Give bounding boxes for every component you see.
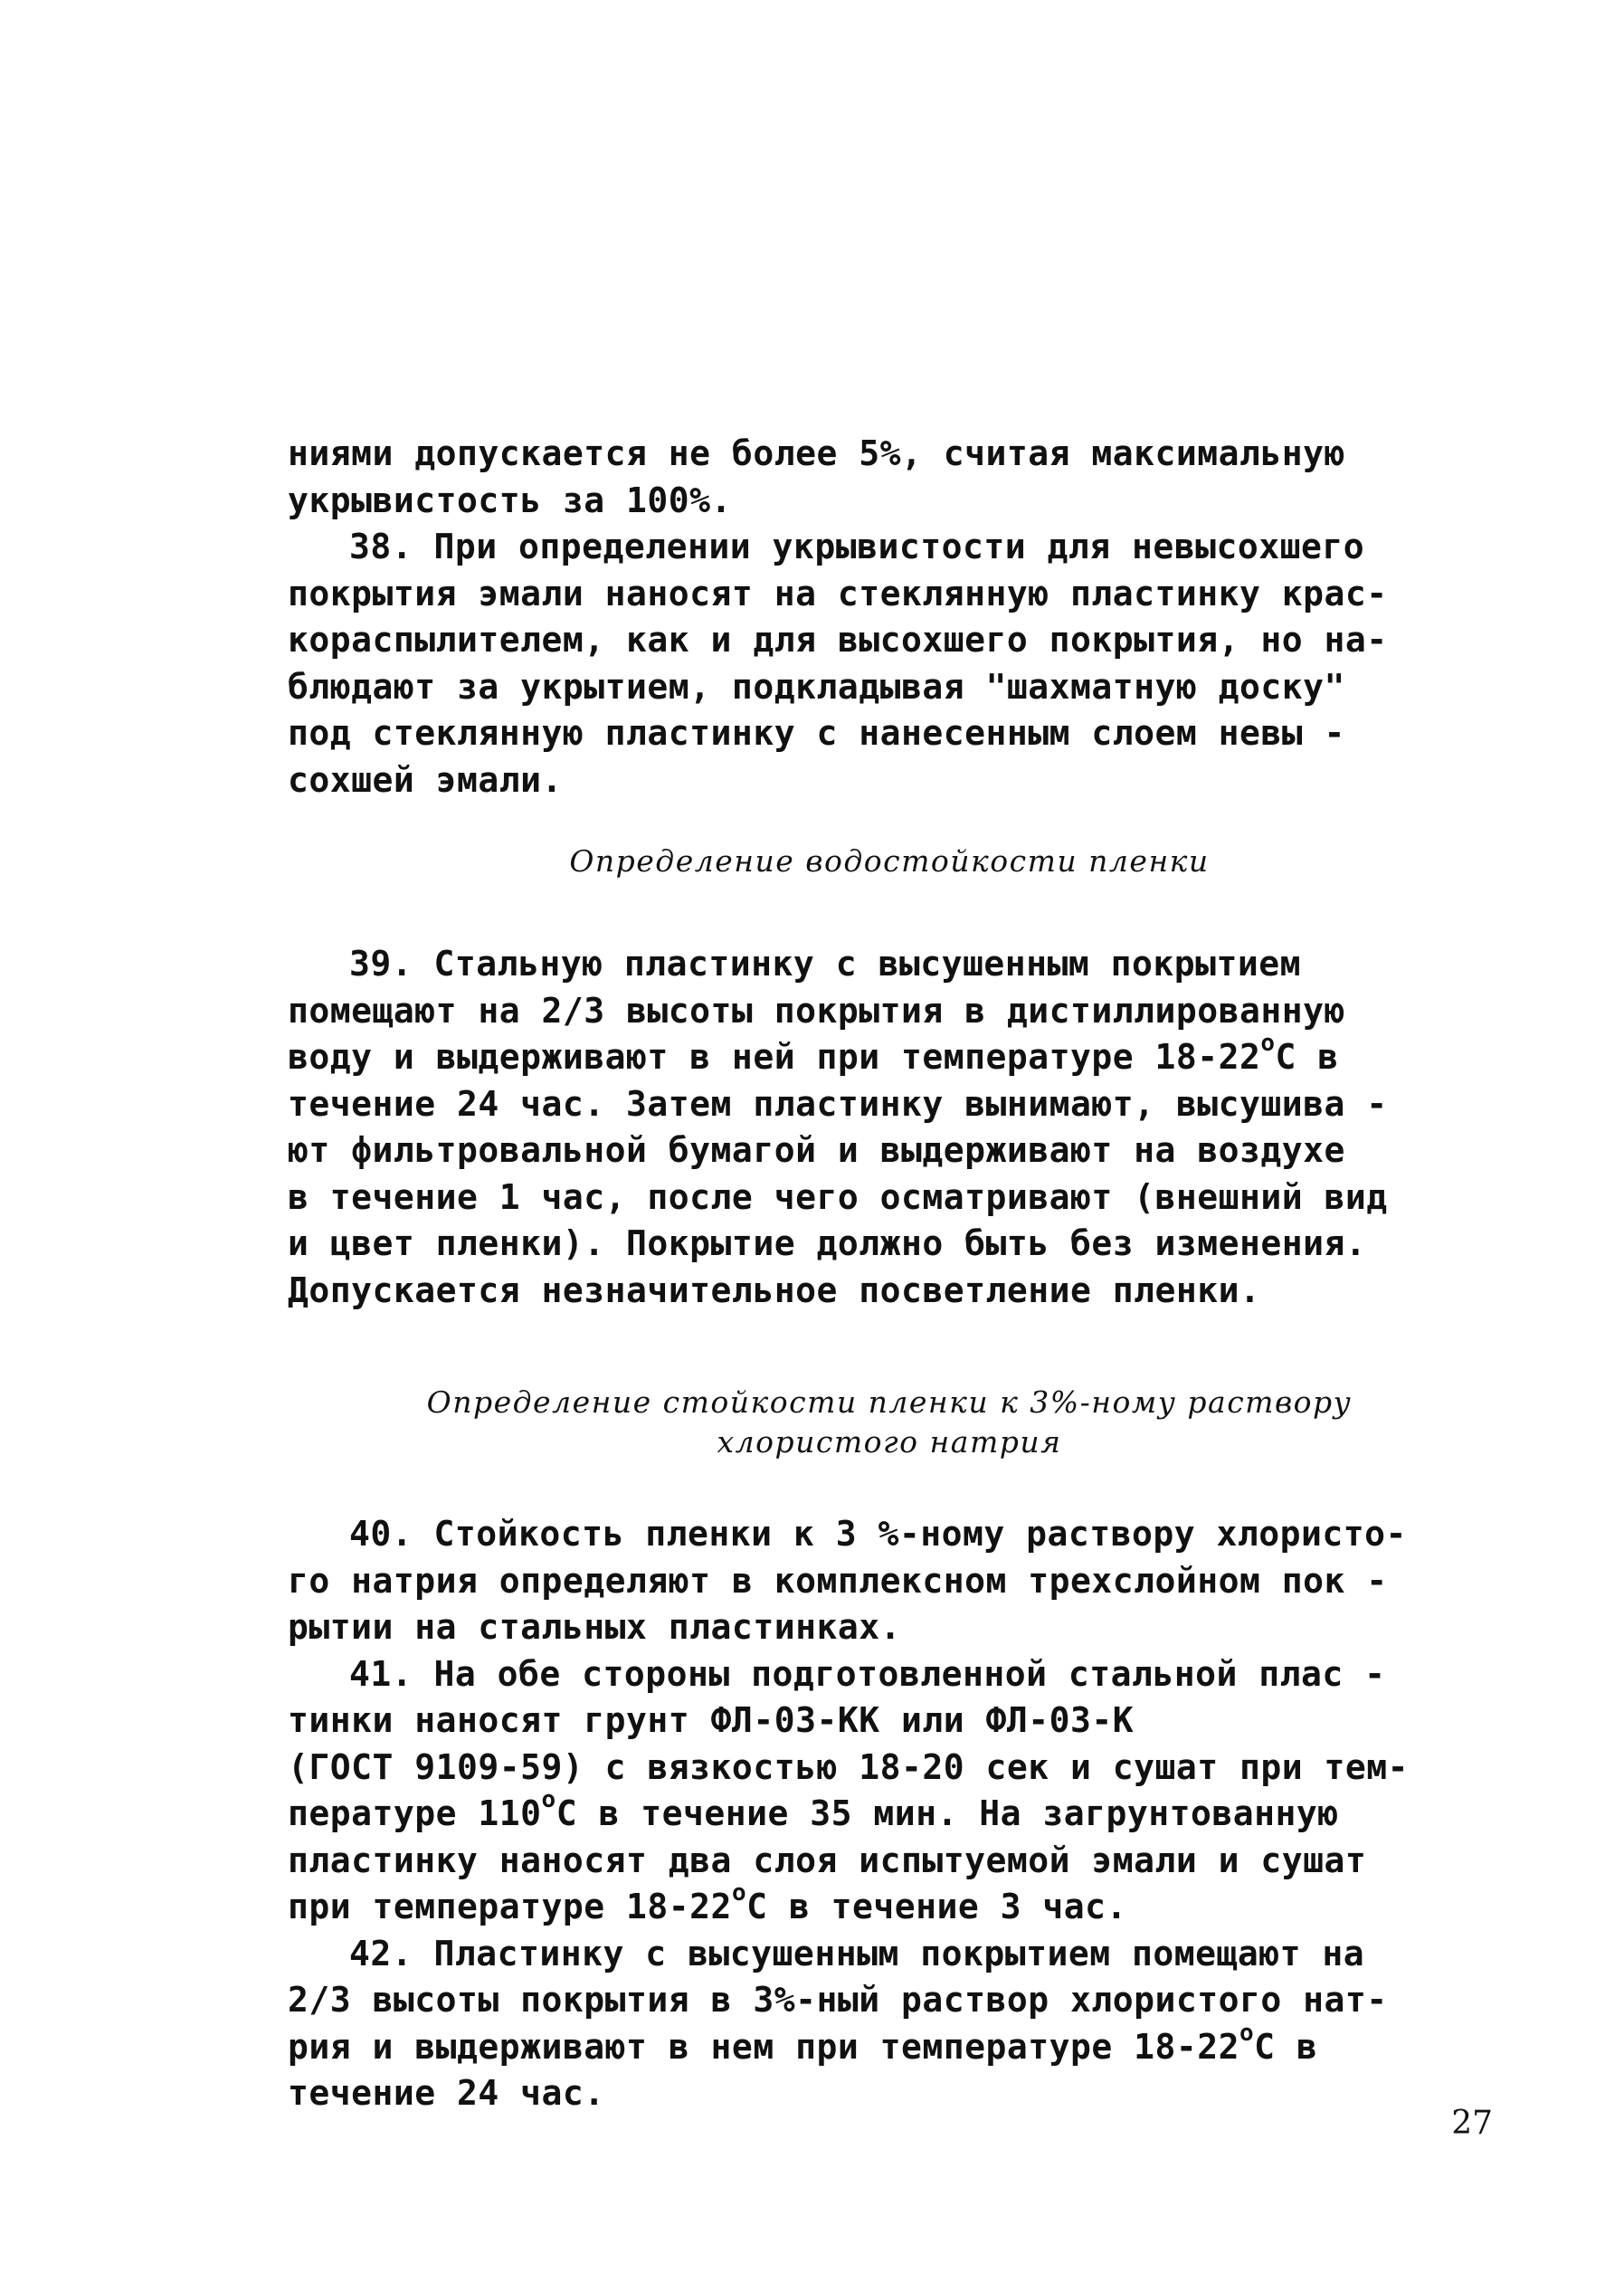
paragraph-block-1 xyxy=(288,431,1491,804)
text-line: покрытия эмали наносят на стеклянную пластинку крас- xyxy=(288,573,1388,613)
text-line: под стеклянную пластинку с нанесенным слоем невы - xyxy=(288,713,1345,753)
text-line xyxy=(288,1030,1491,1081)
text-fragment: при температуре 18-22 xyxy=(288,1887,732,1926)
section-heading-salt-resistance xyxy=(288,1383,1491,1462)
text-line: пластинку наносят два слоя испытуемой эмали и сушат xyxy=(288,1840,1367,1880)
text-line: тинки наносят грунт ФЛ-03-КК или ФЛ-03-К xyxy=(288,1700,1135,1740)
text-fragment: С в течение 35 мин. На загрунтованную xyxy=(556,1793,1339,1833)
text-line xyxy=(288,1879,1491,1931)
text-line: (ГОСТ 9109-59) с вязкостью 18-20 сек и сушат при тем- xyxy=(288,1746,1410,1787)
paragraph-38-start: 38. При определении укрывистости для невысохшего xyxy=(349,527,1365,566)
text-line: в течение 1 час, после чего осматривают (внешний вид xyxy=(288,1176,1388,1217)
text-line: и цвет пленки). Покрытие должно быть без изменения. xyxy=(288,1223,1367,1263)
text-fragment: С в xyxy=(1254,2026,1318,2067)
text-line: 2/3 высоты покрытия в 3%-ный раствор хлористого нат- xyxy=(288,1980,1388,2020)
text-line: кораспылителем, как и для высохшего покрытия, но на- xyxy=(288,620,1388,660)
page-number: 27 xyxy=(1451,2105,1493,2142)
degree-sign: о xyxy=(731,1879,747,1907)
text-line: го натрия определяют в комплексном трехслойном пок - xyxy=(288,1560,1388,1601)
degree-sign: о xyxy=(1260,1030,1276,1057)
paragraph-40-start: 40. Стойкость пленки к 3 %-ному раствору хлористо- xyxy=(349,1514,1407,1554)
paragraph-42-start: 42. Пластинку с высушенным покрытием помещают на xyxy=(349,1933,1365,1973)
paragraph-block-3 xyxy=(288,1511,1491,2117)
section-heading-water-resistance xyxy=(288,842,1491,881)
text-line: укрывистость за 100%. xyxy=(288,480,732,520)
text-fragment: рия и выдерживают в нем при температуре 18-22 xyxy=(288,2026,1240,2067)
paragraph-block-2 xyxy=(288,941,1491,1314)
text-line: помещают на 2/3 высоты покрытия в дистиллированную xyxy=(288,990,1345,1031)
paragraph-39-start: 39. Стальную пластинку с высушенным покрытием xyxy=(349,944,1302,984)
text-line: течение 24 час. xyxy=(288,2073,605,2113)
text-fragment: воду и выдерживают в ней при температуре 18-22 xyxy=(288,1037,1261,1077)
text-line: Допускается незначительное посветление пленки. xyxy=(288,1270,1261,1310)
degree-sign: о xyxy=(1239,2019,1255,2047)
text-line: рытии на стальных пластинках. xyxy=(288,1607,901,1647)
heading-line: Определение стойкости пленки к 3%-ному раствору xyxy=(426,1384,1353,1420)
text-fragment: пературе 110 xyxy=(288,1793,542,1833)
text-line: блюдают за укрытием, подкладывая "шахматную доску" xyxy=(288,666,1345,707)
text-fragment: С в xyxy=(1275,1037,1339,1077)
degree-sign: о xyxy=(541,1786,556,1813)
text-line: сохшей эмали. xyxy=(288,759,563,800)
text-fragment: С в течение 3 час. xyxy=(746,1887,1127,1926)
text-line: ют фильтровальной бумагой и выдерживают на воздухе xyxy=(288,1130,1345,1170)
text-line: ниями допускается не более 5%, считая максимальную xyxy=(288,433,1345,473)
paragraph-41-start: 41. На обе стороны подготовленной стальной плас - xyxy=(349,1653,1386,1694)
text-line: течение 24 час. Затем пластинку вынимают, высушива - xyxy=(288,1083,1388,1124)
text-line xyxy=(288,2019,1491,2071)
heading-line: Определение водостойкости пленки xyxy=(569,843,1210,879)
heading-line: хлористого натрия xyxy=(717,1424,1062,1460)
text-line xyxy=(288,1786,1491,1838)
